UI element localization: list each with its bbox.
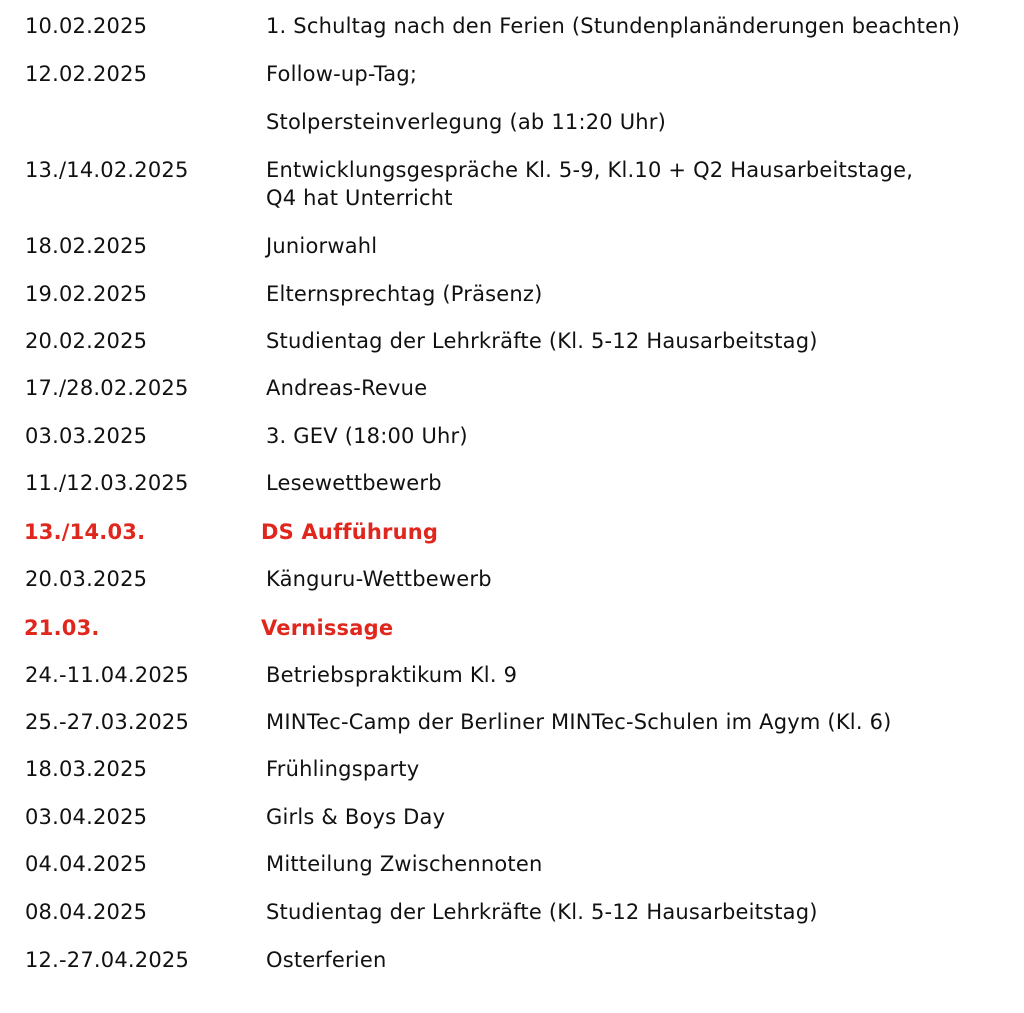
- event-date: 20.03.2025: [25, 567, 148, 591]
- event-date: 24.-11.04.2025: [25, 663, 190, 687]
- event-line: Osterferien: [266, 948, 387, 972]
- event-description: [266, 280, 543, 308]
- event-line: Juniorwahl: [266, 234, 378, 258]
- event-date: 12.-27.04.2025: [25, 948, 190, 972]
- event-description: [266, 12, 960, 40]
- event-description: [266, 708, 892, 736]
- event-line: Follow-up-Tag;: [266, 62, 418, 86]
- event-description: [266, 803, 445, 831]
- event-description: [266, 374, 427, 402]
- event-date: 08.04.2025: [25, 900, 148, 924]
- event-description: [266, 156, 913, 212]
- event-line: Entwicklungsgespräche Kl. 5-9, Kl.10 + Q2 Hausarbeitstage,: [266, 158, 914, 182]
- event-description: [266, 469, 442, 497]
- event-line: DS Aufführung: [261, 520, 439, 544]
- event-description: [266, 232, 377, 260]
- event-description: [266, 327, 818, 355]
- event-date: 21.03.: [24, 616, 100, 640]
- event-date: 18.02.2025: [25, 234, 148, 258]
- event-description: [266, 850, 542, 878]
- event-line: Studientag der Lehrkräfte (Kl. 5-12 Hausarbeitstag): [266, 329, 818, 353]
- event-date: 20.02.2025: [25, 329, 148, 353]
- event-date: 13./14.03.: [24, 520, 146, 544]
- event-line: Frühlingsparty: [266, 757, 420, 781]
- event-line: Stolpersteinverlegung (ab 11:20 Uhr): [266, 110, 667, 134]
- event-date: 18.03.2025: [25, 757, 148, 781]
- event-line: Studientag der Lehrkräfte (Kl. 5-12 Hausarbeitstag): [266, 900, 818, 924]
- event-description: [266, 755, 419, 783]
- event-date: 04.04.2025: [25, 852, 148, 876]
- event-description: [266, 60, 417, 88]
- event-line: Q4 hat Unterricht: [266, 186, 453, 210]
- event-line: Elternsprechtag (Präsenz): [266, 282, 543, 306]
- event-description: [266, 108, 666, 136]
- event-date: 03.04.2025: [25, 805, 148, 829]
- event-line: Betriebspraktikum Kl. 9: [266, 663, 518, 687]
- event-line: Girls & Boys Day: [266, 805, 446, 829]
- event-date: 25.-27.03.2025: [25, 710, 190, 734]
- event-date: 11./12.03.2025: [25, 471, 189, 495]
- event-line: MINTec-Camp der Berliner MINTec-Schulen im Agym (Kl. 6): [266, 710, 892, 734]
- event-description: [266, 898, 818, 926]
- event-date: 12.02.2025: [25, 62, 148, 86]
- event-description: [266, 422, 468, 450]
- event-date: 17./28.02.2025: [25, 376, 189, 400]
- event-date: 10.02.2025: [25, 14, 148, 38]
- event-date: 19.02.2025: [25, 282, 148, 306]
- event-description: [266, 661, 517, 689]
- event-line: Känguru-Wettbewerb: [266, 567, 492, 591]
- event-description: [266, 565, 492, 593]
- event-description: [266, 946, 386, 974]
- event-line: 3. GEV (18:00 Uhr): [266, 424, 468, 448]
- event-description: [261, 518, 438, 546]
- event-date: 13./14.02.2025: [25, 158, 189, 182]
- event-line: Vernissage: [261, 616, 394, 640]
- event-line: Andreas-Revue: [266, 376, 428, 400]
- event-line: 1. Schultag nach den Ferien (Stundenplanänderungen beachten): [266, 14, 961, 38]
- event-description: [261, 614, 393, 642]
- event-date: 03.03.2025: [25, 424, 148, 448]
- event-line: Mitteilung Zwischennoten: [266, 852, 543, 876]
- event-line: Lesewettbewerb: [266, 471, 442, 495]
